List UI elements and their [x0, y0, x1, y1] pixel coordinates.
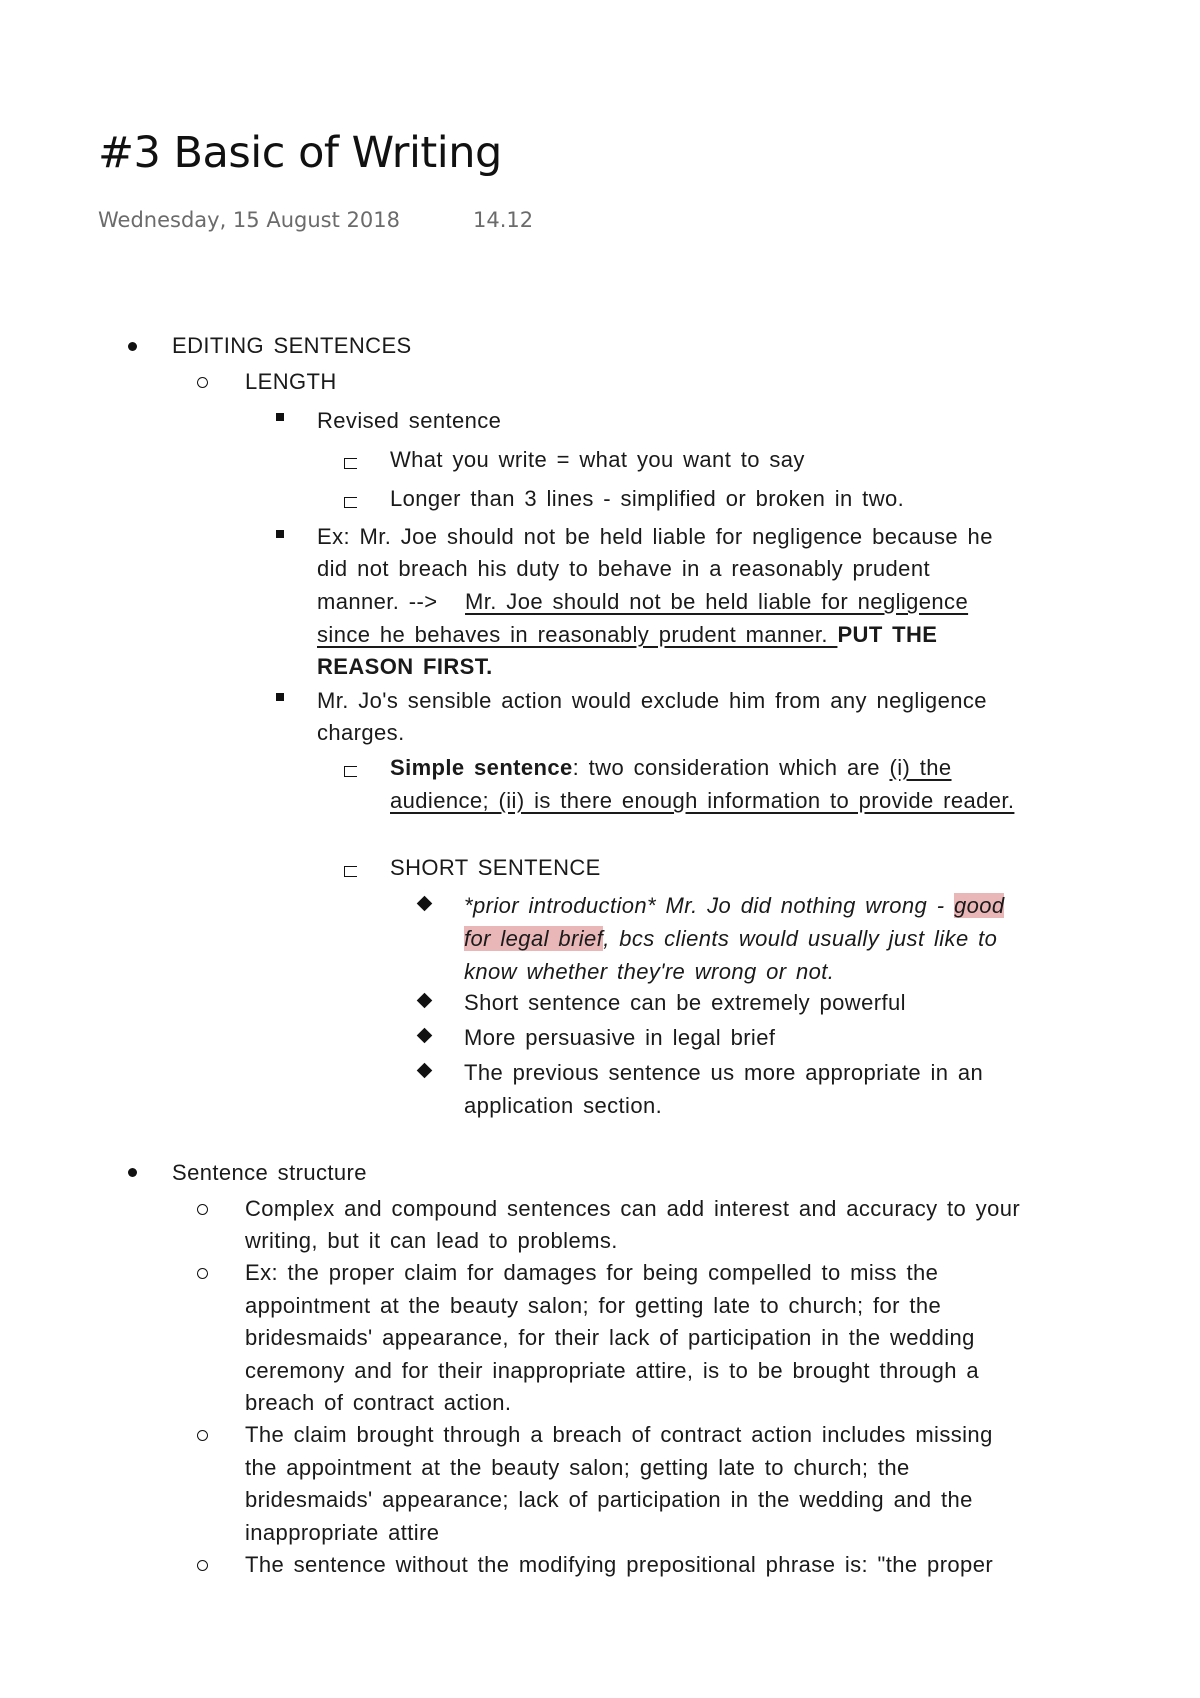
diamond-bullet-icon [417, 1028, 433, 1044]
circle-bullet-icon [197, 1430, 208, 1441]
page-meta [98, 208, 534, 232]
structure3-line1: The claim brought through a breach of contract action includes missing [245, 1422, 993, 1447]
short-example-line3: know whether they're wrong or not. [464, 959, 835, 984]
diamond-bullet-icon [417, 896, 433, 912]
short-point-persuasive: More persuasive in legal brief [464, 1025, 776, 1050]
checkbox-bullet-icon [344, 497, 357, 508]
structure2-line1: Ex: the proper claim for damages for being compelled to miss the [245, 1260, 939, 1285]
short-example-text: , bcs clients would usually just like to [603, 926, 998, 951]
short-example-line1 [464, 890, 1004, 922]
revised-sentence: Revised sentence [317, 408, 502, 433]
circle-bullet-icon [197, 1204, 208, 1215]
diamond-bullet-icon [417, 993, 433, 1009]
highlighted-text: good [953, 893, 1005, 918]
example1-line1: Ex: Mr. Joe should not be held liable for negligence because he [317, 524, 993, 549]
disc-bullet-icon [128, 1168, 137, 1177]
disc-bullet-icon [128, 342, 137, 351]
example1-emphasis-cont: REASON FIRST. [317, 654, 493, 679]
example1-line3 [317, 586, 968, 618]
example1-arrow-text: manner. --> [317, 589, 438, 614]
simple-sentence-underlined: (i) the [889, 755, 952, 780]
rule-longer: Longer than 3 lines - simplified or broken in two. [390, 486, 905, 511]
structure4-line1: The sentence without the modifying prepositional phrase is: "the proper [245, 1552, 994, 1577]
square-bullet-icon [276, 413, 284, 421]
checkbox-bullet-icon [344, 766, 357, 777]
highlighted-text: for legal brief [464, 926, 604, 951]
short-example-text: *prior introduction* Mr. Jo did nothing wrong - [464, 893, 954, 918]
structure2-line5: breach of contract action. [245, 1390, 512, 1415]
page-date: Wednesday, 15 August 2018 [98, 208, 400, 232]
circle-bullet-icon [197, 1560, 208, 1571]
short-point-previous-line2: application section. [464, 1093, 663, 1118]
example1-line2: did not breach his duty to behave in a reasonably prudent [317, 556, 930, 581]
example2-line1: Mr. Jo's sensible action would exclude him from any negligence [317, 688, 987, 713]
circle-bullet-icon [197, 377, 208, 388]
simple-sentence-text: : two consideration which are [572, 755, 890, 780]
square-bullet-icon [276, 693, 284, 701]
checkbox-bullet-icon [344, 458, 357, 469]
simple-sentence-line2: audience; (ii) is there enough information to provide reader. [390, 788, 1015, 813]
short-sentence-heading: SHORT SENTENCE [390, 855, 601, 880]
structure2-line4: ceremony and for their inappropriate attire, is to be brought through a [245, 1358, 980, 1383]
page-title: #3 Basic of Writing [98, 128, 502, 178]
example1-line4 [317, 619, 937, 651]
structure1-line2: writing, but it can lead to problems. [245, 1228, 618, 1253]
short-example-line2 [464, 923, 997, 955]
structure3-line3: bridesmaids' appearance; lack of participation in the wedding and the [245, 1487, 973, 1512]
structure2-line2: appointment at the beauty salon; for getting late to church; for the [245, 1293, 942, 1318]
simple-sentence-line1 [390, 752, 952, 784]
structure3-line4: inappropriate attire [245, 1520, 440, 1545]
structure2-line3: bridesmaids' appearance, for their lack of participation in the wedding [245, 1325, 975, 1350]
rule-write: What you write = what you want to say [390, 447, 805, 472]
editing-heading: EDITING SENTENCES [172, 333, 412, 358]
structure1-line1: Complex and compound sentences can add interest and accuracy to your [245, 1196, 1021, 1221]
example2-line2: charges. [317, 720, 405, 745]
diamond-bullet-icon [417, 1063, 433, 1079]
length-heading: LENGTH [245, 369, 337, 394]
page-time: 14.12 [473, 208, 534, 232]
example1-revised-text-cont: since he behaves in reasonably prudent manner. [317, 622, 838, 647]
circle-bullet-icon [197, 1268, 208, 1279]
short-point-powerful: Short sentence can be extremely powerful [464, 990, 906, 1015]
square-bullet-icon [276, 530, 284, 538]
structure-heading: Sentence structure [172, 1160, 367, 1185]
short-point-previous-line1: The previous sentence us more appropriate in an [464, 1060, 984, 1085]
checkbox-bullet-icon [344, 866, 357, 877]
structure3-line2: the appointment at the beauty salon; getting late to church; the [245, 1455, 910, 1480]
example1-emphasis: PUT THE [837, 622, 938, 647]
simple-sentence-label: Simple sentence [390, 755, 573, 780]
example1-revised-text: Mr. Joe should not be held liable for negligence [465, 589, 969, 614]
